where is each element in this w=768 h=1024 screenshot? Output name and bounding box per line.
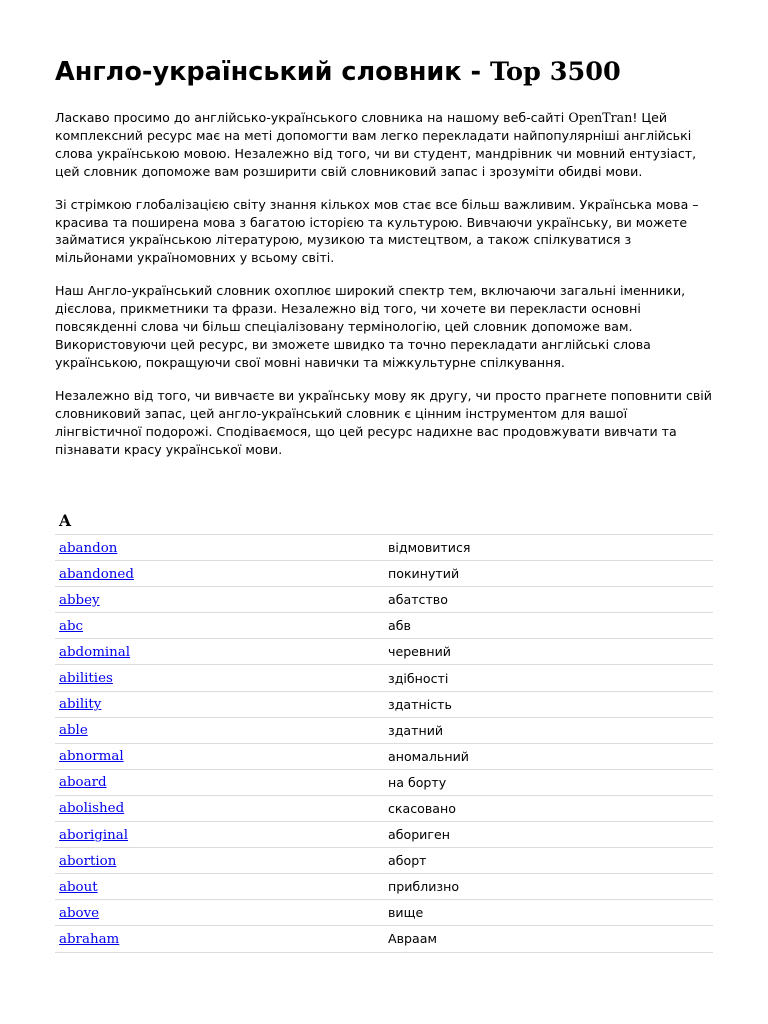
english-word-cell: [55, 639, 388, 665]
table-row: [55, 769, 713, 795]
table-row: [55, 691, 713, 717]
intro-paragraph-2: Зі стрімкою глобалізацією світу знання кількох мов стає все більш важливим. Українська мова – красива та поширена мова з багатою історією та культурою. Вивчаючи українську, ви можете займатися українською літературою, музикою та мистецтвом, а також спілкуватися з мільйонами україномовних у всьому світі.: [55, 196, 699, 266]
ukrainian-translation: абатство: [388, 592, 448, 608]
english-word-cell: [55, 717, 388, 743]
dictionary-table-body: [55, 535, 713, 953]
table-row: [55, 639, 713, 665]
table-row: [55, 561, 713, 587]
dictionary-table: [55, 534, 713, 953]
ukrainian-translation: Авраам: [388, 931, 437, 947]
ukrainian-translation: аборт: [388, 853, 427, 869]
english-word-cell: [55, 535, 388, 561]
dictionary-section: [55, 508, 713, 953]
ukrainian-translation: приблизно: [388, 879, 460, 895]
english-word-cell: [55, 822, 388, 848]
english-word-link[interactable]: able: [59, 723, 88, 739]
english-word-link[interactable]: abdominal: [59, 644, 131, 660]
english-word-link[interactable]: abandoned: [59, 566, 134, 582]
section-letter-heading: A: [59, 511, 72, 530]
table-row: [55, 613, 713, 639]
english-word-link[interactable]: abraham: [59, 931, 120, 947]
table-row: [55, 900, 713, 926]
table-row: [55, 665, 713, 691]
english-word-link[interactable]: abbey: [59, 592, 100, 608]
english-word-cell: [55, 769, 388, 795]
english-word-cell: [55, 874, 388, 900]
english-word-cell: [55, 900, 388, 926]
english-word-link[interactable]: above: [59, 905, 100, 921]
ukrainian-translation: вище: [388, 905, 424, 921]
intro-text: [55, 109, 713, 473]
table-row: [55, 926, 713, 952]
english-word-link[interactable]: aboard: [59, 775, 107, 791]
ukrainian-translation: абориген: [388, 827, 450, 843]
page-title: [55, 56, 621, 88]
english-word-link[interactable]: abortion: [59, 853, 117, 869]
ukrainian-translation: здібності: [388, 670, 449, 686]
ukrainian-translation: аномальний: [388, 748, 469, 764]
english-word-link[interactable]: aboriginal: [59, 827, 129, 843]
intro-paragraph-1: [55, 109, 713, 181]
ukrainian-translation: відмовитися: [388, 540, 471, 556]
english-word-link[interactable]: abc: [59, 618, 84, 634]
english-word-cell: [55, 926, 388, 952]
table-row: [55, 717, 713, 743]
intro-paragraph-1-start: Ласкаво просимо до англійсько-українського словника на нашому веб-сайті: [55, 110, 569, 125]
ukrainian-translation: черевний: [388, 644, 451, 660]
table-row: [55, 743, 713, 769]
intro-paragraph-1-end: ! Цей комплексний ресурс має на меті допомогти вам легко перекладати найпопулярніші англійські слова українською мовою. Незалежно від того, чи ви студент, мандрівник чи мовний ентузіаст, цей словник допоможе вам розширити свій словниковий запас і зрозуміти обидві мови.: [55, 110, 697, 179]
page-title-suffix: Top 3500: [489, 57, 621, 87]
english-word-link[interactable]: ability: [59, 697, 102, 713]
ukrainian-translation: на борту: [388, 774, 447, 790]
english-word-cell: [55, 587, 388, 613]
ukrainian-translation: здатний: [388, 722, 444, 738]
table-row: [55, 822, 713, 848]
table-row: [55, 535, 713, 561]
ukrainian-translation: покинутий: [388, 566, 460, 582]
page-title-main: Англо-український словник -: [55, 57, 490, 87]
english-word-link[interactable]: abilities: [59, 671, 113, 687]
english-word-cell: [55, 691, 388, 717]
brand-name: OpenTran: [568, 110, 633, 125]
english-word-cell: [55, 613, 388, 639]
english-word-cell: [55, 795, 388, 821]
english-word-cell: [55, 743, 388, 769]
table-row: [55, 874, 713, 900]
english-word-link[interactable]: abnormal: [59, 749, 124, 765]
table-row: [55, 795, 713, 821]
english-word-link[interactable]: abolished: [59, 801, 125, 817]
table-row: [55, 848, 713, 874]
ukrainian-translation: скасовано: [388, 800, 456, 816]
ukrainian-translation: абв: [388, 618, 411, 634]
intro-paragraph-4: Незалежно від того, чи вивчаєте ви українську мову як другу, чи просто прагнете поповнити свій словниковий запас, цей англо-український словник є цінним інструментом для вашої лінгвістичної подорожі. Сподіваємося, що цей ресурс надихне вас продовжувати вивчати та пізнавати красу української мови.: [55, 387, 712, 457]
english-word-link[interactable]: about: [59, 879, 98, 895]
intro-paragraph-3: Наш Англо-український словник охоплює широкий спектр тем, включаючи загальні іменники, дієслова, прикметники та фрази. Незалежно від того, чи хочете ви перекласти основні повсякденні слова чи більш спеціалізовану термінологію, цей словник допоможе вам. Використовуючи цей ресурс, ви зможете швидко та точно перекладати англійські слова українською, покращуючи свої мовні навички та міжкультурне спілкування.: [55, 283, 686, 370]
english-word-cell: [55, 665, 388, 691]
table-row: [55, 587, 713, 613]
english-word-cell: [55, 848, 388, 874]
english-word-link[interactable]: abandon: [59, 540, 118, 556]
ukrainian-translation: здатність: [388, 696, 452, 712]
english-word-cell: [55, 561, 388, 587]
